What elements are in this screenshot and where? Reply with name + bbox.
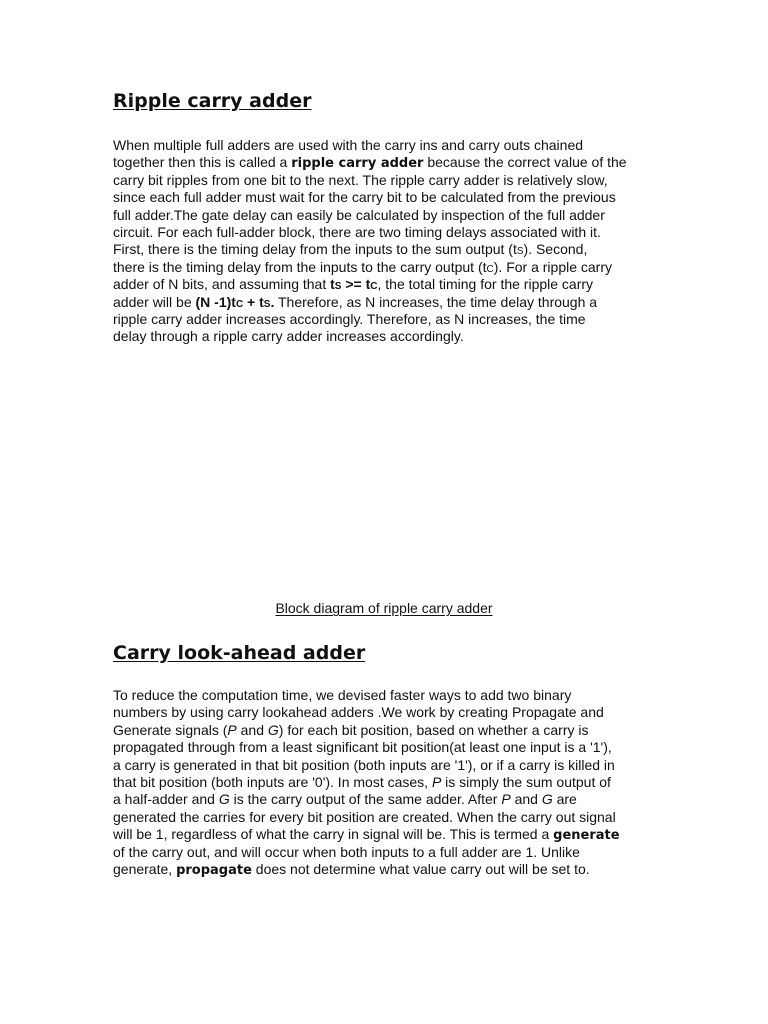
bold-term: (N -1)t bbox=[195, 293, 236, 310]
text-run: When multiple full adders are used with the carry ins and carry outs chained bbox=[113, 137, 584, 153]
text-run: together then this is called a bbox=[113, 154, 292, 171]
text-run: ). For a ripple carry bbox=[493, 258, 612, 275]
text-run: generated the carries for every bit position are created. When the carry out signal bbox=[113, 808, 616, 825]
text-run: delay through a ripple carry adder increases accordingly. bbox=[113, 328, 464, 345]
text-line bbox=[113, 809, 658, 826]
text-line bbox=[113, 704, 658, 721]
subscript: C bbox=[235, 298, 244, 310]
text-line bbox=[113, 826, 658, 843]
text-run: Generate signals ( bbox=[113, 721, 228, 738]
text-line bbox=[113, 259, 658, 276]
text-run: numbers by using carry lookahead adders .We work by creating Propagate and bbox=[113, 704, 604, 721]
text-run: adder will be bbox=[113, 293, 196, 310]
text-run: generate, bbox=[113, 860, 177, 877]
text-line bbox=[113, 311, 658, 328]
text-line bbox=[113, 791, 658, 808]
italic-term: G bbox=[218, 791, 230, 808]
bold-term: t bbox=[330, 276, 335, 293]
text-line bbox=[113, 722, 658, 739]
text-line bbox=[113, 328, 658, 345]
text-line bbox=[113, 294, 658, 311]
text-run: a carry is generated in that bit position (both inputs are '1'), or if a carry is killed in bbox=[113, 756, 615, 773]
text-line bbox=[113, 844, 658, 861]
subscript: C bbox=[486, 263, 494, 275]
italic-term: P bbox=[501, 791, 511, 808]
text-run: does not determine what value carry out will be set to. bbox=[251, 860, 590, 877]
text-line bbox=[113, 154, 658, 171]
text-run: of the carry out, and will occur when both inputs to a full adder are 1. Unlike bbox=[113, 843, 580, 860]
text-line bbox=[113, 739, 658, 756]
text-run: First, there is the timing delay from the inputs to the sum output (t bbox=[113, 241, 517, 258]
bold-term: . bbox=[270, 293, 275, 310]
subscript: S bbox=[334, 281, 342, 293]
text-run: Therefore, as N increases, the time delay through a bbox=[274, 293, 598, 310]
text-line bbox=[113, 774, 658, 791]
section-heading-ripple-carry-adder: Ripple carry adder bbox=[113, 90, 312, 112]
text-run: ) for each bit position, based on whether a carry is bbox=[278, 721, 589, 738]
text-line bbox=[113, 861, 658, 878]
ripple-carry-paragraph bbox=[113, 137, 658, 346]
bold-term: + t bbox=[243, 293, 264, 310]
text-run: that bit position (both inputs are '0'). In most cases, bbox=[113, 773, 432, 790]
text-run: carry bit ripples from one bit to the next. The ripple carry adder is relatively slow, bbox=[113, 171, 608, 188]
text-line bbox=[113, 687, 658, 704]
text-line bbox=[113, 189, 658, 206]
figure-caption: Block diagram of ripple carry adder bbox=[275, 600, 493, 616]
text-run: , the total timing for the ripple carry bbox=[377, 276, 594, 293]
italic-term: P bbox=[431, 773, 442, 790]
block-diagram-placeholder bbox=[113, 360, 658, 590]
italic-term: G bbox=[541, 791, 553, 808]
subscript: S bbox=[263, 298, 271, 310]
text-line bbox=[113, 276, 658, 293]
text-line bbox=[113, 172, 658, 189]
text-line bbox=[113, 224, 658, 241]
subscript: C bbox=[370, 281, 378, 293]
text-run: will be 1, regardless of what the carry in signal will be. This is termed a bbox=[113, 826, 554, 843]
carry-lookahead-paragraph bbox=[113, 687, 658, 878]
bold-term: ripple carry adder bbox=[291, 156, 424, 172]
text-line bbox=[113, 137, 658, 154]
text-run: is the carry output of the same adder. After bbox=[229, 791, 502, 808]
text-run: there is the timing delay from the inputs to the carry output (t bbox=[113, 258, 487, 275]
bold-term: propagate bbox=[176, 862, 252, 878]
text-run: circuit. For each full-adder block, there are two timing delays associated with it. bbox=[113, 223, 601, 240]
text-run: full adder.The gate delay can easily be calculated by inspection of the full adder bbox=[113, 206, 605, 223]
italic-term: P bbox=[227, 721, 237, 738]
text-run: because the correct value of the bbox=[423, 154, 627, 171]
section-heading-carry-look-ahead-adder: Carry look-ahead adder bbox=[113, 642, 366, 664]
text-line bbox=[113, 757, 658, 774]
bold-term: generate bbox=[553, 828, 620, 844]
subscript: S bbox=[516, 246, 524, 258]
italic-term: G bbox=[267, 721, 279, 738]
text-run: since each full adder must wait for the carry bit to be calculated from the previous bbox=[113, 189, 616, 206]
text-run: ripple carry adder increases accordingly. Therefore, as N increases, the time bbox=[113, 310, 586, 327]
text-run: ). Second, bbox=[523, 241, 588, 258]
text-line bbox=[113, 241, 658, 258]
text-line bbox=[113, 207, 658, 224]
text-run: a half-adder and bbox=[113, 791, 219, 808]
text-run: and bbox=[510, 791, 542, 808]
text-run: propagated through from a least significant bit position(at least one input is a '1'), bbox=[113, 739, 612, 756]
text-run: To reduce the computation time, we devised faster ways to add two binary bbox=[113, 687, 572, 703]
text-run: are bbox=[552, 791, 577, 808]
text-run: and bbox=[236, 721, 268, 738]
text-run: adder of N bits, and assuming that bbox=[113, 276, 331, 293]
bold-term: >= t bbox=[341, 276, 371, 293]
text-run: is simply the sum output of bbox=[441, 773, 611, 790]
